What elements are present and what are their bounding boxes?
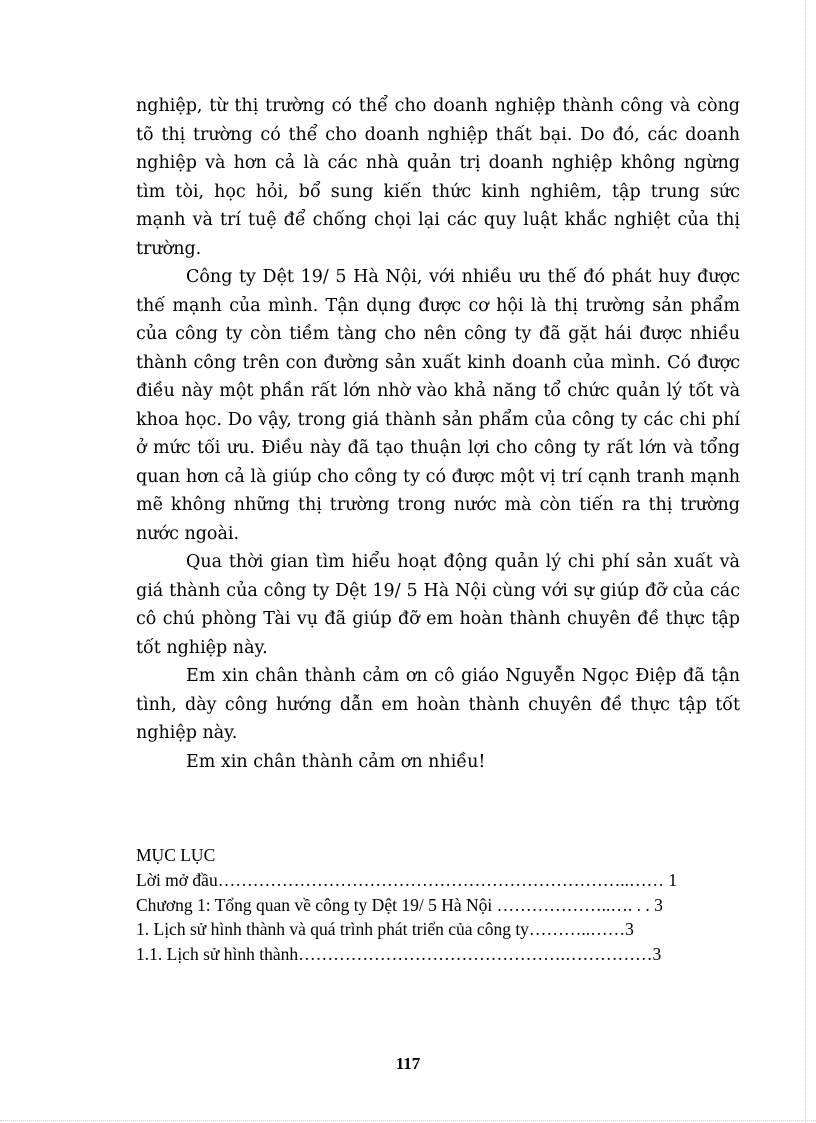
- paragraph-2: Công ty Dệt 19/ 5 Hà Nội, với nhiều ưu thế đó phát huy được thế mạnh của mình. Tận dụng được cơ hội là thị trường sản phẩm của công ty còn tiềm tàng cho nên công ty đã gặt hái được nhiều thành công trên con đường sản xuất kinh doanh của mình. Có được điều này một phần rất lớn nhờ vào khả năng tổ chức quản lý tốt và khoa học. Do vậy, trong giá thành sản phẩm của công ty các chi phí ở mức tối ưu. Điều này đã tạo thuận lợi cho công ty rất lớn và tổng quan hơn cả là giúp cho công ty có được một vị trí cạnh tranh mạnh mẽ không những thị trường trong nước mà còn tiến ra thị trường nước ngoài.: [136, 267, 740, 544]
- toc-entry: 1.1. Lịch sử hình thành……………………………………….……………3: [136, 944, 662, 965]
- table-of-contents: [136, 843, 740, 967]
- document-body: [136, 92, 740, 776]
- paragraph-4: Em xin chân thành cảm ơn cô giáo Nguyễn Ngọc Điệp đã tận tình, dày công hướng dẫn em hoàn thành chuyên đề thực tập tốt nghiệp này.: [136, 666, 740, 743]
- paragraph-3: Qua thời gian tìm hiểu hoạt động quản lý chi phí sản xuất và giá thành của công ty Dệt 19/ 5 Hà Nội cùng với sự giúp đỡ của các cô chú phòng Tài vụ đã giúp đỡ em hoàn thành chuyên đề thực tập tốt nghiệp này.: [136, 552, 740, 658]
- paragraph-1: nghiệp, từ thị trường có thể cho doanh nghiệp thành công và còng tõ thị trường có thể cho doanh nghiệp thất bại. Do đó, các doanh nghiệp và hơn cả là các nhà quản trị doanh nghiệp không ngừng tìm tòi, học hỏi, bổ sung kiến thức kinh nghiêm, tập trung sức mạnh và trí tuệ để chống chọi lại các quy luật khắc nghiệt của thị trường.: [136, 96, 740, 259]
- page-frame-bottom: [0, 1120, 816, 1121]
- toc-entry: 1. Lịch sử hình thành và quá trình phát triển của công ty………..……3: [136, 919, 634, 940]
- paragraph-5: Em xin chân thành cảm ơn nhiều!: [186, 751, 486, 772]
- page-frame-right: [805, 0, 806, 1123]
- page-number: 117: [395, 1054, 421, 1073]
- toc-entry: Lời mở đầu……………………………………………………………..…… 1: [136, 869, 678, 890]
- toc-title: MỤC LỤC: [136, 845, 216, 865]
- toc-entry: Chương 1: Tổng quan về công ty Dệt 19/ 5 Hà Nội ………………..…. . . 3: [136, 894, 663, 915]
